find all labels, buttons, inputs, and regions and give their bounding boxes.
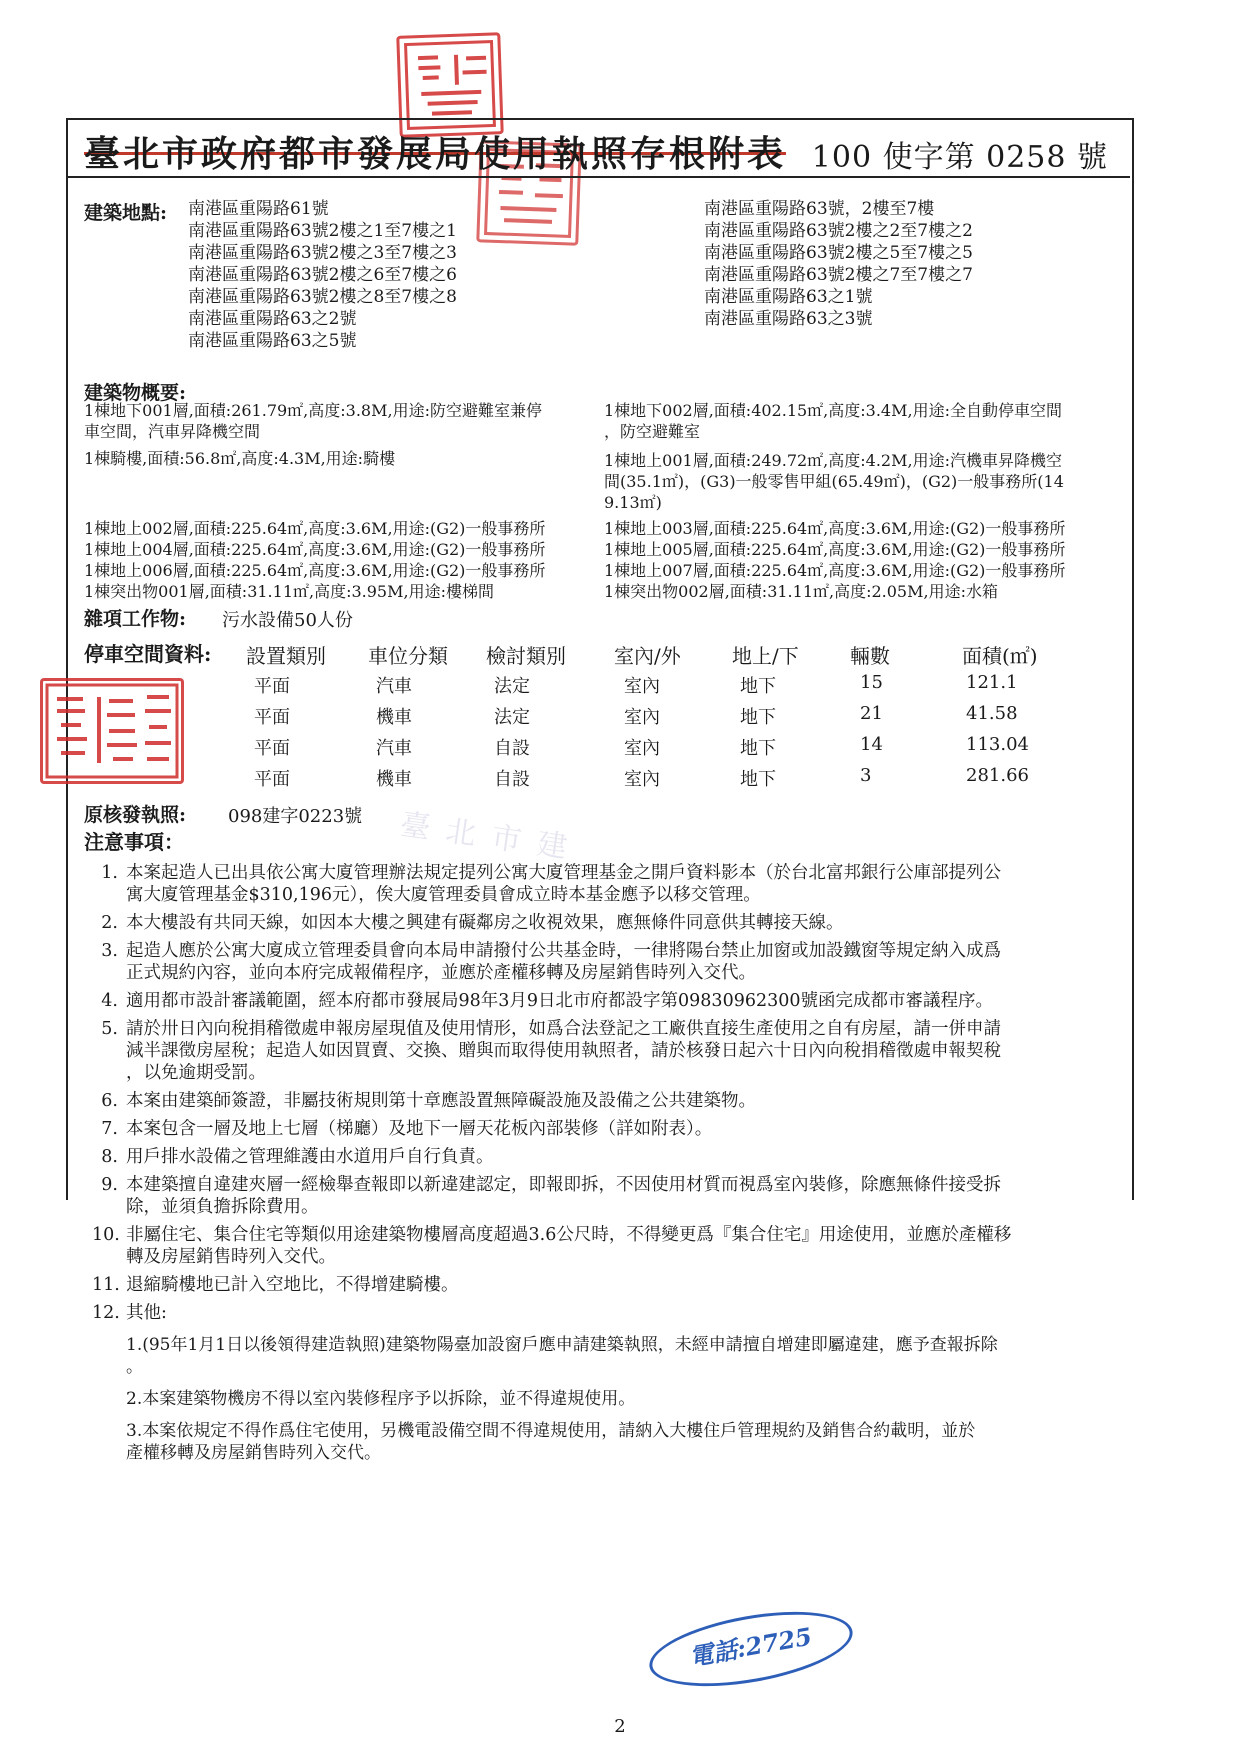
overview-line: 車空間，汽車昇降機空間 — [84, 422, 261, 441]
address-line: 南港區重陽路61號 — [188, 199, 329, 219]
location-label: 建築地點: — [84, 202, 168, 224]
overview-line: 間(35.1㎡)，(G3)一般零售甲組(65.49㎡)，(G2)一般事務所(14 — [604, 472, 1064, 491]
parking-cell: 法定 — [494, 676, 530, 697]
location-left-column — [188, 198, 457, 352]
note-text — [126, 1018, 1122, 1084]
parking-cell: 21 — [860, 703, 883, 724]
note-number: 7. — [101, 1119, 118, 1139]
sub-note-item — [126, 1388, 1122, 1410]
parking-cell: 平面 — [254, 738, 290, 759]
parking-cell: 機車 — [376, 707, 412, 728]
note-line: ，以免逾期受罰。 — [126, 1063, 266, 1083]
overview-line: 1棟地上007層,面積:225.64㎡,高度:3.6M,用途:(G2)一般事務所 — [604, 561, 1066, 580]
parking-cell: 機車 — [376, 769, 412, 790]
parking-cell: 地下 — [740, 738, 776, 759]
note-line: 正式規約內容，並向本府完成報備程序，並應於產權移轉及房屋銷售時列入交代。 — [126, 963, 756, 983]
note-item — [92, 862, 1122, 906]
watermark-text: 臺北市建 — [397, 807, 586, 868]
parking-cell: 121.1 — [966, 672, 1018, 693]
note-number: 5. — [101, 1019, 118, 1039]
note-number: 1. — [101, 863, 118, 883]
note-item — [92, 1146, 1122, 1168]
overview-line: 1棟地上001層,面積:249.72㎡,高度:4.2M,用途:汽機車昇降機空 — [604, 451, 1062, 470]
overview-line: 9.13㎡) — [604, 493, 662, 512]
address-line: 南港區重陽路63號2樓之8至7樓之8 — [188, 287, 457, 307]
note-text — [126, 1146, 1122, 1168]
note-text — [126, 1118, 1122, 1140]
parking-cell: 41.58 — [966, 703, 1018, 724]
note-item — [92, 912, 1122, 934]
sub-note-item — [126, 1420, 1122, 1464]
misc-works-label: 雜項工作物: — [84, 608, 187, 630]
note-number: 9. — [101, 1175, 118, 1195]
parking-header-class: 車位分類 — [368, 644, 448, 668]
parking-cell: 平面 — [254, 707, 290, 728]
title-bar — [66, 118, 1130, 178]
note-number: 8. — [101, 1147, 118, 1167]
note-text — [126, 940, 1122, 984]
document-title: 臺北市政府都市發展局使用執照存根附表 — [84, 133, 787, 175]
address-line: 南港區重陽路63號2樓之1至7樓之1 — [188, 221, 457, 241]
note-number: 11. — [92, 1275, 120, 1295]
page-number: 2 — [614, 1716, 626, 1737]
parking-cell: 室內 — [624, 707, 660, 728]
parking-cell: 室內 — [624, 738, 660, 759]
parking-cell: 法定 — [494, 707, 530, 728]
note-item — [92, 940, 1122, 984]
note-line: 非屬住宅、集合住宅等類似用途建築物樓層高度超過3.6公尺時，不得變更爲『集合住宅』用途使用，並應於產權移 — [126, 1225, 1012, 1245]
parking-cell: 113.04 — [966, 734, 1029, 755]
parking-header-review: 檢討類別 — [486, 644, 566, 668]
note-line: 本案包含一層及地上七層（梯廳）及地下一層天花板內部裝修（詳如附表）。 — [126, 1119, 713, 1139]
note-number: 6. — [101, 1091, 118, 1111]
note-number: 12. — [92, 1303, 120, 1323]
parking-cell: 汽車 — [376, 738, 412, 759]
note-item — [92, 1174, 1122, 1218]
overview-line: 1棟地上003層,面積:225.64㎡,高度:3.6M,用途:(G2)一般事務所 — [604, 519, 1066, 538]
note-item — [92, 1118, 1122, 1140]
parking-cell: 平面 — [254, 769, 290, 790]
note-line: 本案由建築師簽證，非屬技術規則第十章應設置無障礙設施及設備之公共建築物。 — [126, 1091, 756, 1111]
note-number: 4. — [101, 991, 118, 1011]
sub-note-line: 產權移轉及房屋銷售時列入交代。 — [126, 1443, 381, 1463]
note-text — [126, 1274, 1122, 1296]
document-number: 100 使字第 0258 號 — [811, 140, 1108, 175]
note-item — [92, 1018, 1122, 1084]
parking-header-level: 地上/下 — [732, 644, 799, 668]
parking-header-type: 設置類別 — [246, 644, 326, 668]
overview-line: 1棟地下002層,面積:402.15㎡,高度:3.4M,用途:全自動停車空間 — [604, 401, 1062, 420]
original-permit-value: 098建字0223號 — [228, 806, 363, 827]
overview-row3-right — [604, 518, 1124, 602]
parking-cell: 自設 — [494, 769, 530, 790]
sub-note-line: 。 — [126, 1357, 143, 1377]
parking-cell: 281.66 — [966, 765, 1029, 786]
overview-line: 1棟地下001層,面積:261.79㎡,高度:3.8M,用途:防空避難室兼停 — [84, 401, 542, 420]
overview-row1-left — [84, 400, 604, 442]
address-line: 南港區重陽路63之5號 — [188, 331, 357, 351]
parking-cell: 平面 — [254, 676, 290, 697]
overview-line: 1棟騎樓,面積:56.8㎡,高度:4.3M,用途:騎樓 — [84, 449, 396, 468]
parking-header-indoor: 室內/外 — [614, 644, 681, 668]
overview-row3-left — [84, 518, 604, 602]
note-line: 本大樓設有共同天線，如因本大樓之興建有礙鄰房之收視效果，應無條件同意供其轉接天線。 — [126, 913, 844, 933]
address-line: 南港區重陽路63號2樓之6至7樓之6 — [188, 265, 457, 285]
sub-note-item — [126, 1334, 1122, 1378]
location-right-column — [704, 198, 973, 330]
note-number: 10. — [92, 1225, 120, 1245]
parking-cell: 室內 — [624, 769, 660, 790]
overview-row2-right — [604, 450, 1124, 513]
note-text — [126, 862, 1122, 906]
notes-label: 注意事項： — [84, 830, 184, 854]
note-item — [92, 1090, 1122, 1112]
overview-row2-left — [84, 448, 604, 469]
note-item — [92, 1224, 1122, 1268]
overview-line: ，防空避難室 — [604, 422, 701, 441]
note-item — [92, 1302, 1122, 1324]
note-item — [92, 1274, 1122, 1296]
official-seal-left — [40, 678, 184, 784]
overview-line: 1棟地上004層,面積:225.64㎡,高度:3.6M,用途:(G2)一般事務所 — [84, 540, 546, 559]
phone-stamp: 電話:2725 — [644, 1599, 858, 1700]
note-line: 減半課徵房屋稅；起造人如因買賣、交換、贈與而取得使用執照者，請於核發日起六十日內向稅捐稽徵處申報契稅 — [126, 1041, 1001, 1061]
note-text — [126, 912, 1122, 934]
parking-cell: 地下 — [740, 707, 776, 728]
note-line: 起造人應於公寓大廈成立管理委員會向本局申請撥付公共基金時，一律將陽台禁止加窗或加設鐵窗等規定納入成爲 — [126, 941, 1001, 961]
parking-cell: 室內 — [624, 676, 660, 697]
note-number: 3. — [101, 941, 118, 961]
note-text — [126, 990, 1122, 1012]
note-item — [92, 990, 1122, 1012]
original-permit-label: 原核發執照: — [84, 804, 187, 826]
parking-header-area: 面積(㎡) — [962, 644, 1038, 668]
address-line: 南港區重陽路63號2樓之2至7樓之2 — [704, 221, 973, 241]
address-line: 南港區重陽路63號2樓之5至7樓之5 — [704, 243, 973, 263]
parking-cell: 汽車 — [376, 676, 412, 697]
note-line: 轉及房屋銷售時列入交代。 — [126, 1247, 336, 1267]
address-line: 南港區重陽路63之3號 — [704, 309, 873, 329]
note-text — [126, 1174, 1122, 1218]
sub-note-line: 2.本案建築物機房不得以室內裝修程序予以拆除，並不得違規使用。 — [126, 1389, 636, 1409]
note-text — [126, 1224, 1122, 1268]
parking-cell: 地下 — [740, 676, 776, 697]
note-line: 除，並須負擔拆除費用。 — [126, 1197, 319, 1217]
note-line: 適用都市設計審議範圍，經本府都市發展局98年3月9日北市府都設字第09830962300號函完成都市審議程序。 — [126, 991, 994, 1011]
overview-line: 1棟地上005層,面積:225.64㎡,高度:3.6M,用途:(G2)一般事務所 — [604, 540, 1066, 559]
note-number: 2. — [101, 913, 118, 933]
note-line: 寓大廈管理基金$310,196元），俟大廈管理委員會成立時本基金應予以移交管理。 — [126, 885, 761, 905]
sub-note-line: 1.(95年1月1日以後領得建造執照)建築物陽臺加設窗戶應申請建築執照，未經申請擅自增建即屬違建，應予查報拆除 — [126, 1335, 998, 1355]
misc-works-value: 污水設備50人份 — [222, 610, 353, 631]
note-line: 本建築擅自違建夾層一經檢舉查報即以新違建認定，即報即拆，不因使用材質而視爲室內裝修，除應無條件接受拆 — [126, 1175, 1001, 1195]
overview-line: 1棟突出物001層,面積:31.11㎡,高度:3.95M,用途:樓梯間 — [84, 582, 494, 601]
parking-header-count: 輛數 — [850, 644, 890, 668]
parking-cell: 地下 — [740, 769, 776, 790]
note-line: 退縮騎樓地已計入空地比，不得增建騎樓。 — [126, 1275, 459, 1295]
note-line: 其他: — [126, 1303, 167, 1323]
address-line: 南港區重陽路63號2樓之3至7樓之3 — [188, 243, 457, 263]
address-line: 南港區重陽路63之1號 — [704, 287, 873, 307]
address-line: 南港區重陽路63之2號 — [188, 309, 357, 329]
sub-note-line: 3.本案依規定不得作爲住宅使用，另機電設備空間不得違規使用，請納入大樓住戶管理規約及銷售合約載明，並於 — [126, 1421, 976, 1441]
note-line: 用戶排水設備之管理維護由水道用戶自行負責。 — [126, 1147, 494, 1167]
overview-line: 1棟地上006層,面積:225.64㎡,高度:3.6M,用途:(G2)一般事務所 — [84, 561, 546, 580]
note-text — [126, 1302, 1122, 1324]
overview-line: 1棟突出物002層,面積:31.11㎡,高度:2.05M,用途:水箱 — [604, 582, 998, 601]
address-line: 南港區重陽路63號，2樓至7樓 — [704, 199, 935, 219]
note-text — [126, 1090, 1122, 1112]
address-line: 南港區重陽路63號2樓之7至7樓之7 — [704, 265, 973, 285]
overview-row1-right — [604, 400, 1124, 442]
parking-cell: 15 — [860, 672, 883, 693]
parking-label: 停車空間資料: — [84, 642, 212, 666]
overview-line: 1棟地上002層,面積:225.64㎡,高度:3.6M,用途:(G2)一般事務所 — [84, 519, 546, 538]
overview-label: 建築物概要: — [84, 382, 187, 404]
note-line: 本案起造人已出具依公寓大廈管理辦法規定提列公寓大廈管理基金之開戶資料影本（於台北富邦銀行公庫部提列公 — [126, 863, 1001, 883]
note-line: 請於卅日內向稅捐稽徵處申報房屋現值及使用情形，如爲合法登記之工廠供直接生產使用之自有房屋，請一併申請 — [126, 1019, 1001, 1039]
parking-cell: 14 — [860, 734, 883, 755]
parking-cell: 3 — [860, 765, 872, 786]
parking-cell: 自設 — [494, 738, 530, 759]
